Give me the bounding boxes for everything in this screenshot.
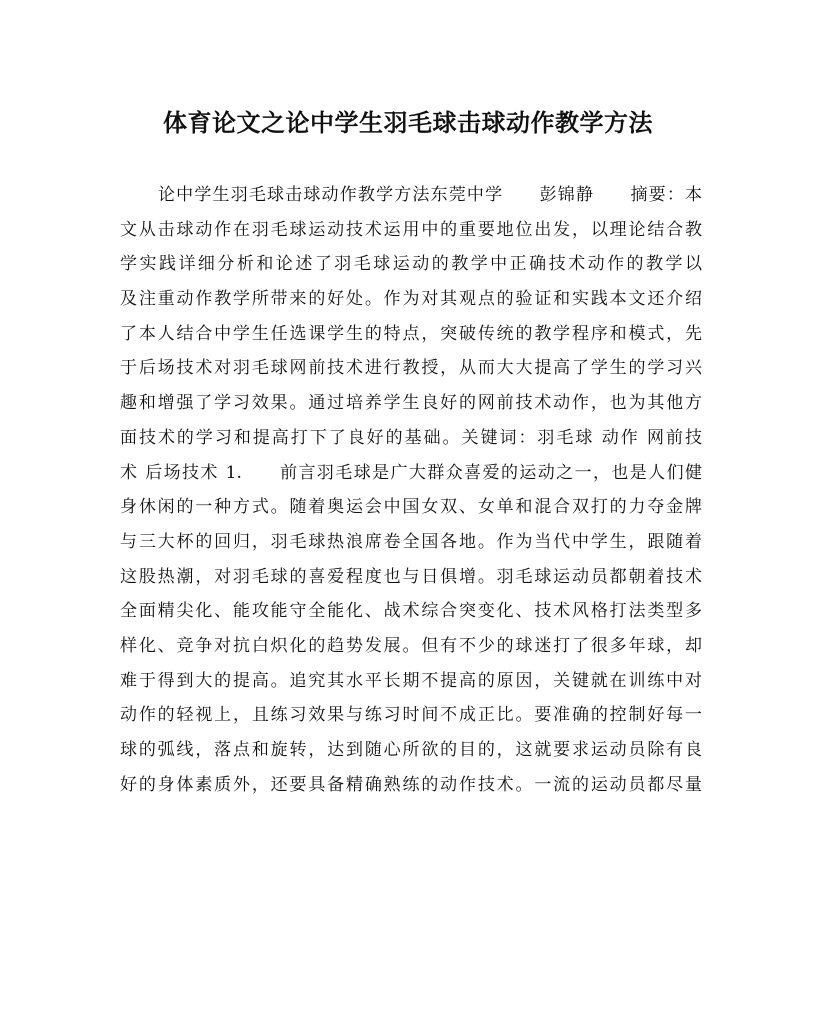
body-line: 身休闲的一种方式。随着奥运会中国女双、女单和混合双打的力夺金牌 <box>120 497 702 518</box>
body-line: 动作的轻视上，且练习效果与练习时间不成正比。要准确的控制好每一 <box>120 705 702 726</box>
body-line: 样化、竞争对抗白炽化的趋势发展。但有不少的球迷打了很多年球，却 <box>120 635 702 656</box>
body-line: 难于得到大的提高。追究其水平长期不提高的原因，关键就在训练中对 <box>120 670 702 691</box>
body-line: 全面精尖化、能攻能守全能化、战术综合突变化、技术风格打法类型多 <box>120 601 702 622</box>
document-body <box>120 178 702 802</box>
body-line: 好的身体素质外，还要具备精确熟练的动作技术。一流的运动员都尽量 <box>120 774 702 795</box>
body-line: 球的弧线，落点和旋转，达到随心所欲的目的，这就要求运动员除有良 <box>120 740 702 760</box>
body-line: 与三大杯的回归，羽毛球热浪席卷全国各地。作为当代中学生，跟随着 <box>120 531 702 552</box>
body-line: 了本人结合中学生任选课学生的特点，突破传统的教学程序和模式，先 <box>120 323 702 344</box>
body-line: 这股热潮，对羽毛球的喜爱程度也与日俱增。羽毛球运动员都朝着技术 <box>120 566 702 587</box>
body-line: 文从击球动作在羽毛球运动技术运用中的重要地位出发，以理论结合教 <box>120 219 702 240</box>
body-line: 于后场技术对羽毛球网前技术进行教授，从而大大提高了学生的学习兴 <box>120 358 702 379</box>
document-title: 体育论文之论中学生羽毛球击球动作教学方法 <box>163 108 653 137</box>
body-line: 趣和增强了学习效果。通过培养学生良好的网前技术动作，也为其他方 <box>120 393 702 414</box>
body-line: 及注重动作教学所带来的好处。作为对其观点的验证和实践本文还介绍 <box>120 289 702 310</box>
body-line: 术 后场技术 1. 前言羽毛球是广大群众喜爱的运动之一，也是人们健 <box>120 462 702 483</box>
body-line: 面技术的学习和提高打下了良好的基础。关键词：羽毛球 动作 网前技 <box>120 427 702 448</box>
body-line: 论中学生羽毛球击球动作教学方法东莞中学 彭锦静 摘要：本 <box>158 185 702 205</box>
body-line: 学实践详细分析和论述了羽毛球运动的教学中正确技术动作的教学以 <box>120 254 702 275</box>
